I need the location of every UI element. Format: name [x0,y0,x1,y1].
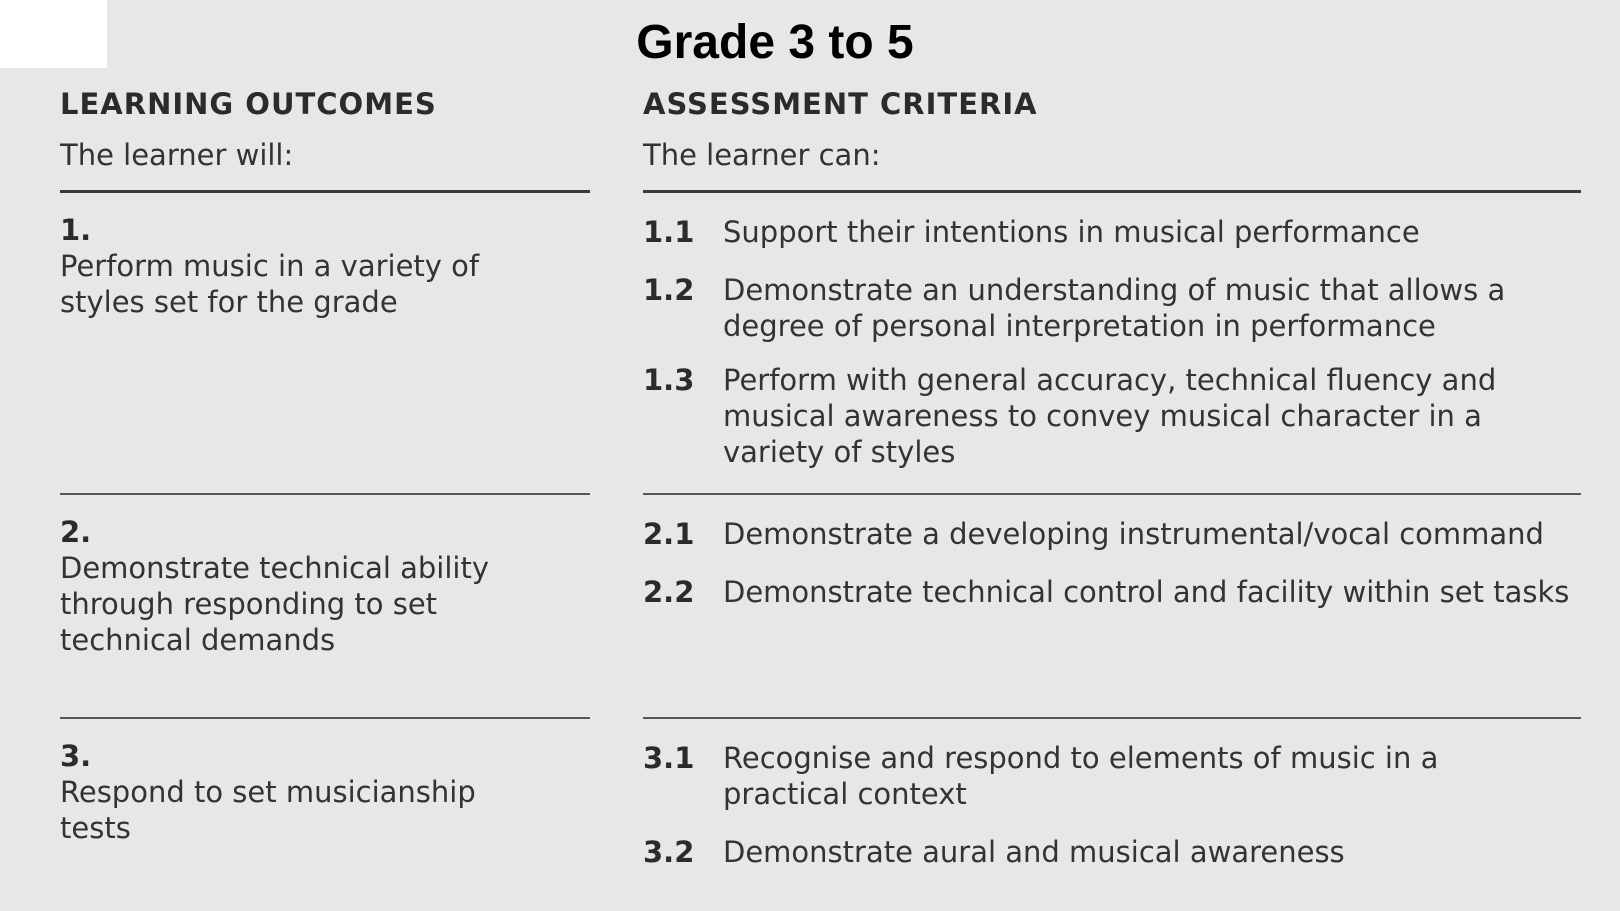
criterion-number: 1.1 [643,215,695,249]
section-rule [643,190,1581,193]
criterion-number: 1.3 [643,363,695,397]
section-rule [60,717,590,719]
assessment-criteria-subheading: The learner can: [643,138,881,172]
criterion-text: Support their intentions in musical performance [723,215,1420,249]
criterion-text: Recognise and respond to elements of music in a practical context [723,741,1439,811]
outcome-item [60,212,590,320]
section-rule [60,190,590,193]
section-rule [643,717,1581,719]
criterion-text: Demonstrate technical control and facility within set tasks [723,575,1570,609]
criterion-item [643,516,1581,552]
criterion-text: Demonstrate a developing instrumental/vocal command [723,517,1544,551]
criterion-number: 3.1 [643,741,695,775]
outcome-text: Perform music in a variety of styles set for the grade [60,249,480,319]
outcome-number: 2. [60,515,92,549]
assessment-criteria-heading: ASSESSMENT CRITERIA [643,87,1038,121]
criterion-text: Perform with general accuracy, technical fluency and musical awareness to convey musical character in a variety of styles [723,363,1497,469]
assessment-criteria-column [643,0,1581,911]
criterion-number: 1.2 [643,273,695,307]
learning-outcomes-subheading: The learner will: [60,138,294,172]
criterion-item [643,574,1581,610]
criterion-item [643,740,1581,812]
learning-outcomes-heading: LEARNING OUTCOMES [60,87,437,121]
criteria-group [643,740,1581,870]
criterion-item [643,272,1581,344]
criterion-item [643,834,1581,870]
criterion-text: Demonstrate aural and musical awareness [723,835,1345,869]
criteria-group [643,516,1581,610]
criterion-number: 2.1 [643,517,695,551]
outcome-item [60,514,590,658]
learning-outcomes-column [60,0,590,911]
section-rule [643,493,1581,495]
outcome-item [60,738,590,846]
criterion-item [643,362,1581,470]
outcome-number: 3. [60,739,92,773]
outcome-number: 1. [60,213,92,247]
criterion-number: 3.2 [643,835,695,869]
page-title: Grade 3 to 5 [636,16,914,69]
criterion-item [643,214,1581,250]
criterion-text: Demonstrate an understanding of music that allows a degree of personal interpretation in performance [723,273,1506,343]
outcome-text: Respond to set musicianship tests [60,775,476,845]
criterion-number: 2.2 [643,575,695,609]
outcome-text: Demonstrate technical ability through responding to set technical demands [60,551,489,657]
section-rule [60,493,590,495]
criteria-group [643,214,1581,470]
